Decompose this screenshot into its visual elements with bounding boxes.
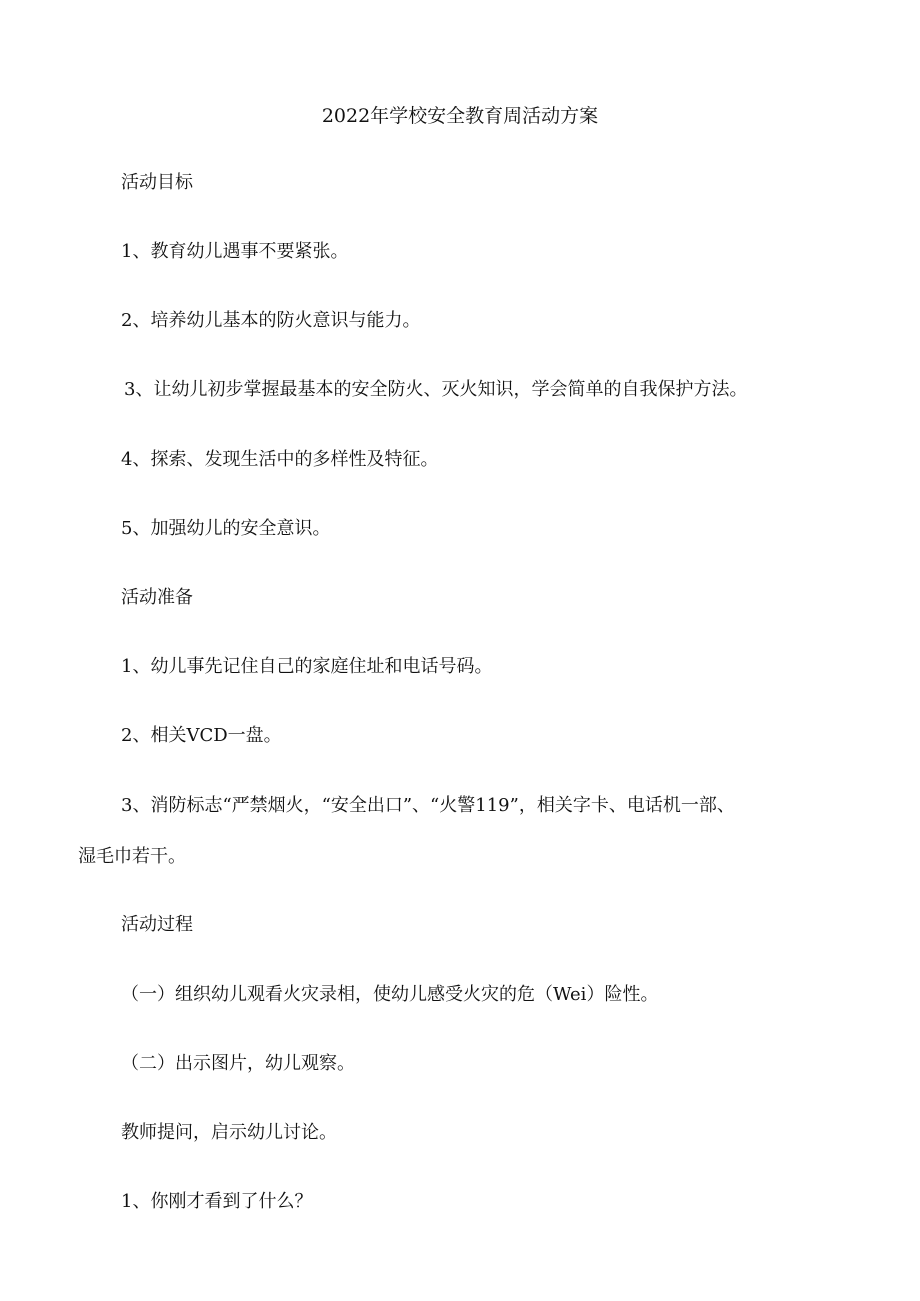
process-item: （一）组织幼儿观看火灾录相，使幼儿感受火灾的危（Wei）险性。 — [121, 984, 659, 1005]
section-heading-goals: 活动目标 — [121, 172, 193, 193]
process-item: 教师提问，启示幼儿讨论。 — [121, 1122, 337, 1143]
section-heading-process: 活动过程 — [121, 914, 193, 935]
preparation-item: 2、相关VCD一盘。 — [121, 725, 282, 746]
preparation-item: 1、幼儿事先记住自己的家庭住址和电话号码。 — [121, 656, 493, 677]
preparation-item-continuation: 湿毛巾若干。 — [78, 846, 186, 867]
goal-item: 1、教育幼儿遇事不要紧张。 — [121, 241, 349, 262]
process-item: 1、你刚才看到了什么？ — [121, 1191, 313, 1212]
section-heading-preparation: 活动准备 — [121, 587, 193, 608]
goal-item: 5、加强幼儿的安全意识。 — [121, 518, 331, 539]
goal-item: 2、培养幼儿基本的防火意识与能力。 — [121, 310, 421, 331]
preparation-item: 3、消防标志“严禁烟火，“安全出口”、“火警119”，相关字卡、电话机一部、 — [121, 795, 735, 816]
document-title: 2022年学校安全教育周活动方案 — [321, 105, 599, 127]
goal-item: 4、探索、发现生活中的多样性及特征。 — [121, 449, 439, 470]
process-item: （二）出示图片，幼儿观察。 — [121, 1053, 355, 1074]
goal-item: 3、让幼儿初步掌握最基本的安全防火、灭火知识，学会简单的自我保护方法。 — [124, 379, 748, 400]
